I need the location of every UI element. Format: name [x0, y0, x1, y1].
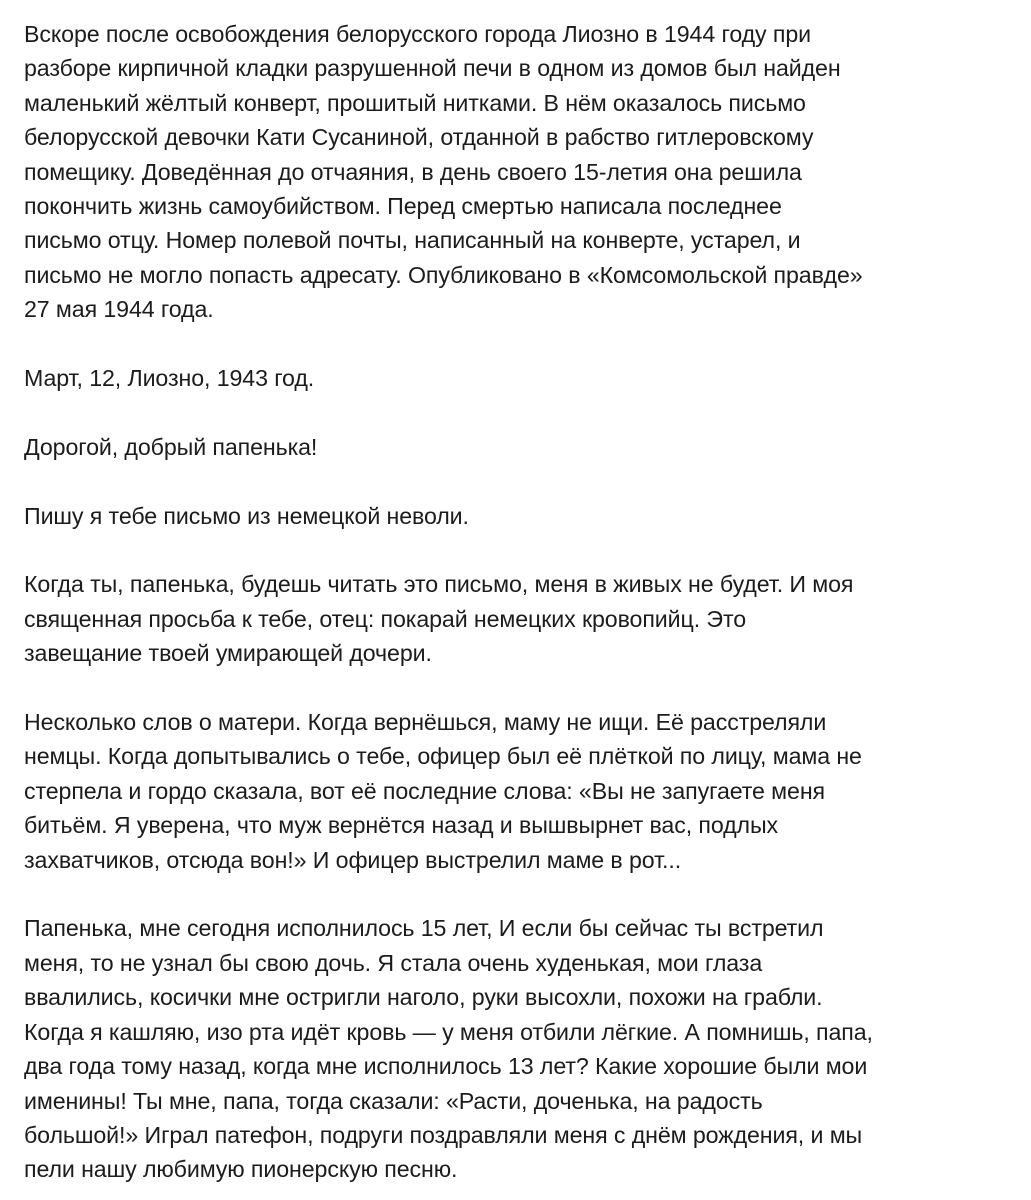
letter-salutation: Дорогой, добрый папенька!	[24, 433, 318, 460]
intro-paragraph: Вскоре после освобождения белорусского города Лиозно в 1944 году при разборе кирпичной кладки разрушенной печи в одном из домов был найден маленький жёлтый конверт, прошитый нитками. В нём оказалось письмо белорусской девочки Кати Сусаниной, отданной в рабство гитлеровскому помещику. Доведённая до отчаяния, в день своего 15-летия она решила покончить жизнь самоубийством. Перед смертью написала последнее письмо отцу. Номер полевой почты, написанный на конверте, устарел, и письмо не могло попасть адресату. Опубликовано в «Комсомольской правде» 27 мая 1944 года.	[24, 21, 863, 323]
letter-paragraph: Папенька, мне сегодня исполнилось 15 лет, И если бы сейчас ты встретил меня, то не узнал бы свою дочь. Я стала очень худенькая, мои глаза ввалились, косички мне остригли наголо, руки высохли, похожи на грабли. Когда я кашляю, изо рта идёт кровь — у меня отбили лёгкие. А помнишь, папа, два года тому назад, когда мне исполнилось 13 лет? Какие хорошие были мои именины! Ты мне, папа, тогда сказали: «Расти, доченька, на радость большой!» Играл патефон, подруги поздравляли меня с днём рождения, и мы пели нашу любимую пионерскую песню.	[24, 915, 873, 1183]
letter-paragraph: Несколько слов о матери. Когда вернёшься, маму не ищи. Её расстреляли немцы. Когда допытывались о тебе, офицер был её плёткой по лицу, мама не стерпела и гордо сказала, вот её последние слова: «Вы не запугаете меня битьём. Я уверена, что муж вернётся назад и вышвырнет вас, подлых захватчиков, отсюда вон!» И офицер выстрелил маме в рот...	[24, 709, 862, 873]
letter-paragraph: Пишу я тебе письмо из немецкой неволи.	[24, 502, 469, 529]
letter-date: Март, 12, Лиозно, 1943 год.	[24, 365, 315, 392]
letter-paragraph: Когда ты, папенька, будешь читать это письмо, меня в живых не будет. И моя священная просьба к тебе, отец: покарай немецких кровопийц. Это завещание твоей умирающей дочери.	[24, 571, 854, 667]
